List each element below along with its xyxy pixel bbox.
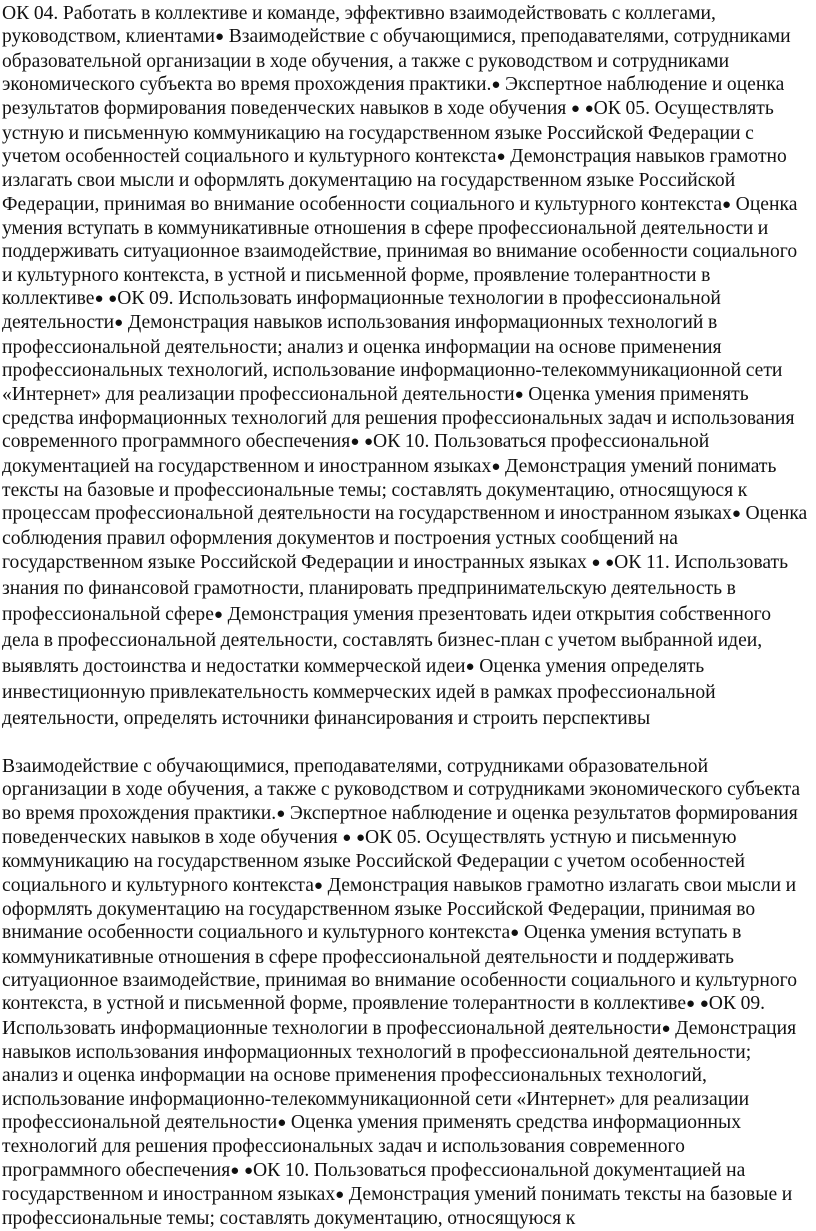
bullet-icon: ● xyxy=(510,925,520,942)
text-segment: ОК 09. Использовать информационные технологии в профессиональной деятельности xyxy=(2,288,721,334)
bullet-icon: ● xyxy=(243,1162,253,1179)
bullet-icon: ● xyxy=(686,996,696,1013)
text-segment: ОК 10. Пользоваться профессиональной документацией на государственном и иностранном языках xyxy=(2,1159,746,1206)
text-segment: Оценка умения применять средства информационных технологий для решения профессиональных задач и использования современного программного обеспечения xyxy=(2,1112,741,1181)
text-segment: ОК 10. Пользоваться профессиональной документацией на государственном и иностранном языках xyxy=(2,431,710,477)
text-segment: ОК 04. Работать в коллективе и команде, эффективно взаимодействовать с коллегами, руководством, клиентами xyxy=(2,3,716,48)
text-segment: Оценка умения применять средства информационных технологий для решения профессиональных задач и использования современного программного обеспечения xyxy=(2,383,795,453)
bullet-icon: ● xyxy=(350,434,360,451)
text-segment: ОК 05. Осуществлять устную и письменную коммуникацию на государственном языке Российской Федерации с учетом особенностей социального и культурного контекста xyxy=(2,98,774,168)
bullet-icon: ● xyxy=(114,315,124,332)
bullet-icon: ● xyxy=(514,386,524,403)
text-segment: Демонстрация умений понимать тексты на базовые и профессиональные темы; составлять документацию, относящуюся к процессам профессиональной деятельности на государственном и иностранном языках xyxy=(2,455,777,525)
bullet-icon: ● xyxy=(342,829,352,846)
bullet-icon: ● xyxy=(591,554,601,571)
bullet-icon: ● xyxy=(215,29,225,46)
bullet-icon: ● xyxy=(491,458,501,475)
text-segment: Демонстрация навыков использования информационных технологий в профессиональной деятельности; анализ и оценка информации на основе применения профессиональных технологий, использование информационно-телекоммуникационной сети «Интернет» для реализации профессиональной деятельности xyxy=(2,1017,797,1134)
bullet-icon: ● xyxy=(276,805,286,822)
bullet-icon: ● xyxy=(731,506,741,523)
bullet-icon: ● xyxy=(363,434,374,451)
bullet-icon: ● xyxy=(335,1187,345,1204)
text-segment: Взаимодействие с обучающимися, преподавателями, сотрудниками образовательной организации в ходе обучения, а также с руководством и сотрудниками экономического субъекта во время прохождения практики. xyxy=(2,755,801,824)
bullet-icon: ● xyxy=(699,996,709,1013)
bullet-icon: ● xyxy=(722,196,732,213)
bullet-icon: ● xyxy=(465,658,475,675)
bullet-icon: ● xyxy=(605,554,615,571)
text-segment: Демонстрация умения презентовать идеи открытия собственного дела в профессиональной деятельности, составлять бизнес-план с учетом выбранной идеи, выявлять достоинства и недостатки коммерческой идеи xyxy=(2,603,772,677)
text-segment: Демонстрация навыков использования информационных технологий в профессиональной деятельности; анализ и оценка информации на основе применения профессиональных технологий, использование информационно-телекоммуникационной сети «Интернет» для реализации профессиональной деятельности xyxy=(2,312,783,405)
bullet-icon: ● xyxy=(108,291,118,308)
text-segment: Экспертное наблюдение и оценка результатов формирования поведенческих навыков в ходе обучения xyxy=(2,802,798,848)
document-body xyxy=(2,2,808,1231)
bullet-icon: ● xyxy=(491,77,501,94)
text-segment: Оценка умения определять инвестиционную привлекательность коммерческих идей в рамках профессиональной деятельности, определять источники финансирования и строить перспективы xyxy=(2,655,716,729)
text-segment: Демонстрация умений понимать тексты на базовые и профессиональные темы; составлять документацию, относящуюся к xyxy=(2,1184,793,1230)
bullet-icon: ● xyxy=(584,101,594,118)
bullet-icon: ● xyxy=(230,1162,240,1179)
bullet-icon: ● xyxy=(313,877,323,894)
text-segment: ОК 09. Использовать информационные технологии в профессиональной деятельности xyxy=(2,993,766,1039)
bullet-icon: ● xyxy=(661,1020,671,1037)
bullet-icon: ● xyxy=(496,149,506,166)
text-segment: ОК 05. Осуществлять устную и письменную коммуникацию на государственном языке Российской Федерации с учетом особенностей социального и культурного контекста xyxy=(2,826,745,896)
text-segment: ОК 11. Использовать знания по финансовой грамотности, планировать предпринимательскую деятельность в профессиональной сфере xyxy=(2,551,789,625)
text-segment: Оценка соблюдения правил оформления документов и построения устных сообщений на государственном языке Российской Федерации и иностранных языках xyxy=(2,503,808,573)
text-segment: Демонстрация навыков грамотно излагать свои мысли и оформлять документацию на государственном языке Российской Федерации, принимая во внимание особенности социального и культурного контекста xyxy=(2,874,797,944)
text-segment: Оценка умения вступать в коммуникативные отношения в сфере профессиональной деятельности и поддерживать ситуационное взаимодействие, принимая во внимание особенности социального и культурного контекста, в устной и письменной форме, проявление толерантности в коллективе xyxy=(2,193,798,310)
text-segment: Демонстрация навыков грамотно излагать свои мысли и оформлять документацию на государственном языке Российской Федерации, принимая во внимание особенности социального и культурного контекста xyxy=(2,146,787,215)
bullet-icon: ● xyxy=(355,829,365,846)
bullet-icon: ● xyxy=(277,1115,287,1132)
paragraph xyxy=(2,2,808,732)
paragraph xyxy=(2,755,808,1231)
bullet-icon: ● xyxy=(570,101,580,118)
bullet-icon: ● xyxy=(94,291,104,308)
text-segment: Экспертное наблюдение и оценка результатов формирования поведенческих навыков в ходе обучения xyxy=(2,74,785,120)
text-segment: Взаимодействие с обучающимися, преподавателями, сотрудниками образовательной организации в ходе обучения, а также с руководством и сотрудниками экономического субъекта во время прохождения практики. xyxy=(2,26,791,96)
bullet-icon: ● xyxy=(213,606,223,623)
text-segment: Оценка умения вступать в коммуникативные отношения в сфере профессиональной деятельности и поддерживать ситуационное взаимодействие, принимая во внимание особенности социального и культурного контекста, в устной и письменной форме, проявление толерантности в коллективе xyxy=(2,922,798,1015)
